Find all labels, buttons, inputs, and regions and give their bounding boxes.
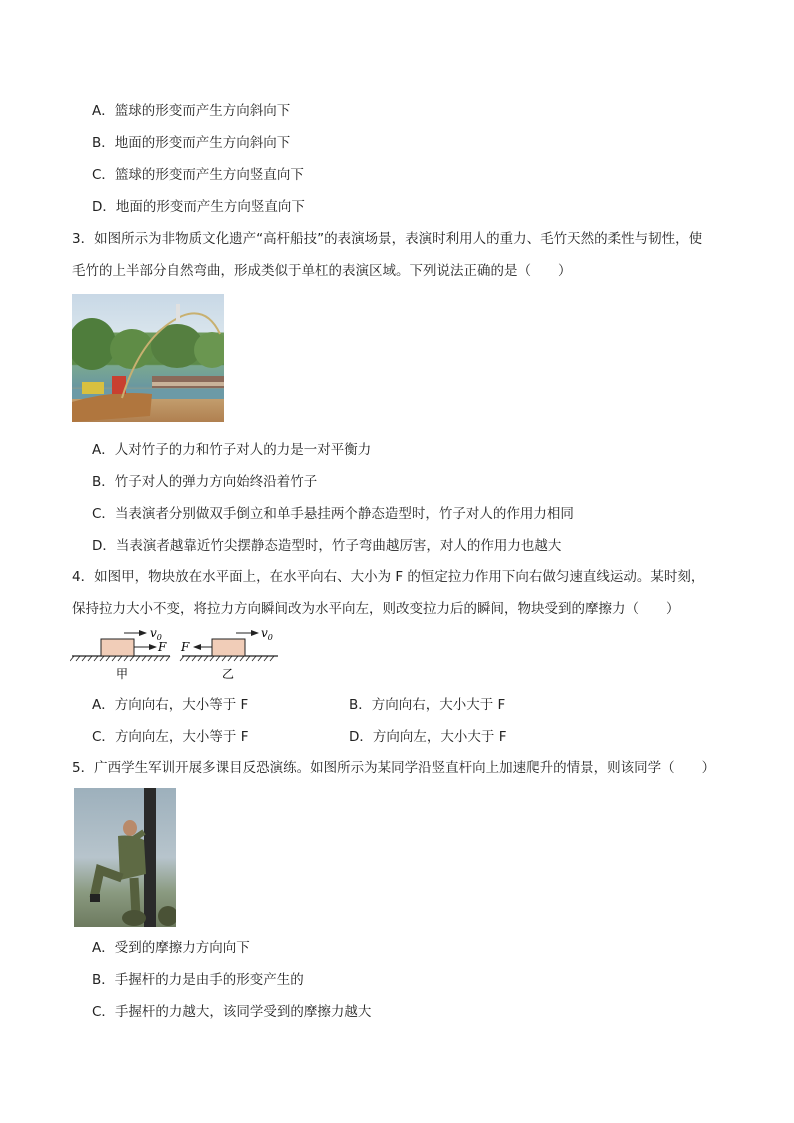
q5-option-b: B．手握杆的力是由手的形变产生的: [92, 972, 304, 988]
q4-stem-line2: 保持拉力大小不变，将拉力方向瞬间改为水平向左，则改变拉力后的瞬间，物块受到的摩擦力（ ）: [72, 601, 680, 617]
q2-option-b: B．地面的形变而产生方向斜向下: [92, 135, 291, 151]
q3-option-d: D．当表演者越靠近竹尖摆静态造型时，竹子弯曲越厉害，对人的作用力也越大: [92, 538, 562, 554]
q3-option-c: C．当表演者分别做双手倒立和单手悬挂两个静态造型时，竹子对人的作用力相同: [92, 506, 574, 522]
q5-option-a: A．受到的摩擦力方向向下: [92, 940, 250, 956]
q4-left-velocity-label: $v_0$: [150, 626, 162, 642]
q3-option-b: B．竹子对人的弹力方向始终沿着竹子: [92, 474, 318, 490]
q4-left-force-label: F: [158, 640, 167, 654]
q4-option-a: A．方向向右，大小等于 F: [92, 697, 249, 713]
q2-option-a: A．篮球的形变而产生方向斜向下: [92, 103, 291, 119]
q4-figure-block-diagram: [70, 622, 285, 682]
q3-stem-line2: 毛竹的上半部分自然弯曲，形成类似于单杠的表演区域。下列说法正确的是（ ）: [72, 263, 572, 279]
q4-right-velocity-label: $v_0$: [261, 626, 273, 642]
q5-option-c: C．手握杆的力越大，该同学受到的摩擦力越大: [92, 1004, 372, 1020]
q2-option-c: C．篮球的形变而产生方向竖直向下: [92, 167, 304, 183]
q4-option-b: B．方向向右，大小大于 F: [349, 697, 506, 713]
q3-option-a: A．人对竹子的力和竹子对人的力是一对平衡力: [92, 442, 372, 458]
q3-photo-bamboo-performance: [72, 294, 224, 422]
q5-stem-line1: 5．广西学生军训开展多课目反恐演练。如图所示为某同学沿竖直杆向上加速爬升的情景，则该同学（ ）: [72, 760, 716, 776]
q5-photo-pole-climbing: [74, 788, 176, 927]
q4-option-c: C．方向向左，大小等于 F: [92, 729, 249, 745]
q4-label-yi: 乙: [222, 667, 235, 681]
q4-stem-line1: 4．如图甲，物块放在水平面上，在水平向右、大小为 F 的恒定拉力作用下向右做匀速直线运动。某时刻，: [72, 569, 705, 585]
q4-label-jia: 甲: [116, 667, 129, 681]
q4-right-force-label: F: [181, 640, 190, 654]
q2-option-d: D．地面的形变而产生方向竖直向下: [92, 199, 305, 215]
q4-option-d: D．方向向左，大小大于 F: [349, 729, 507, 745]
q3-stem-line1: 3．如图所示为非物质文化遗产“高杆船技”的表演场景，表演时利用人的重力、毛竹天然的柔性与韧性，使: [72, 231, 703, 247]
